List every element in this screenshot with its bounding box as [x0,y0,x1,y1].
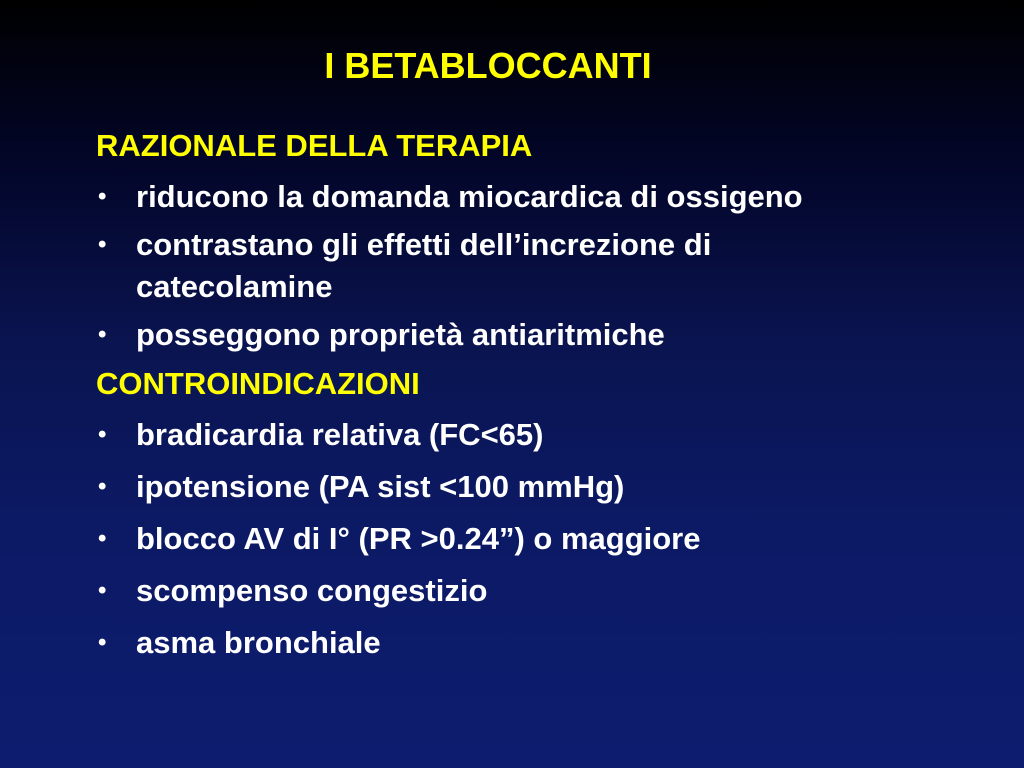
list-item [96,466,916,508]
bullet-icon: • [98,525,107,552]
list-item-text: blocco AV di I° (PR >0.24”) o maggiore [136,521,701,556]
bullet-icon: • [98,231,107,258]
bullet-icon: • [98,473,107,500]
section-heading-contraindications: CONTROINDICAZIONI [96,366,420,401]
list-item [96,622,916,664]
list-item-text: riducono la domanda miocardica di ossigeno [136,179,803,214]
list-item-text: bradicardia relativa (FC<65) [136,417,544,452]
list-item-text: ipotensione (PA sist <100 mmHg) [136,469,625,504]
list-item [96,314,916,356]
list-item-text: scompenso congestizio [136,573,488,608]
bullet-icon: • [98,577,107,604]
list-item [96,414,916,456]
slide-content [96,128,916,674]
bullet-icon: • [98,629,107,656]
bullet-icon: • [98,183,107,210]
list-item-text: asma bronchiale [136,625,381,660]
contraindications-list [96,414,916,664]
list-item-text: contrastano gli effetti dell’increzione di catecolamine [136,227,712,304]
list-item [96,224,916,308]
bullet-icon: • [98,421,107,448]
slide-title: I BETABLOCCANTI [324,45,652,86]
list-item [96,570,916,612]
rationale-list [96,176,916,356]
list-item [96,176,916,218]
list-item [96,518,916,560]
section-heading-rationale: RAZIONALE DELLA TERAPIA [96,128,533,163]
list-item-text: posseggono proprietà antiaritmiche [136,317,665,352]
bullet-icon: • [98,321,107,348]
